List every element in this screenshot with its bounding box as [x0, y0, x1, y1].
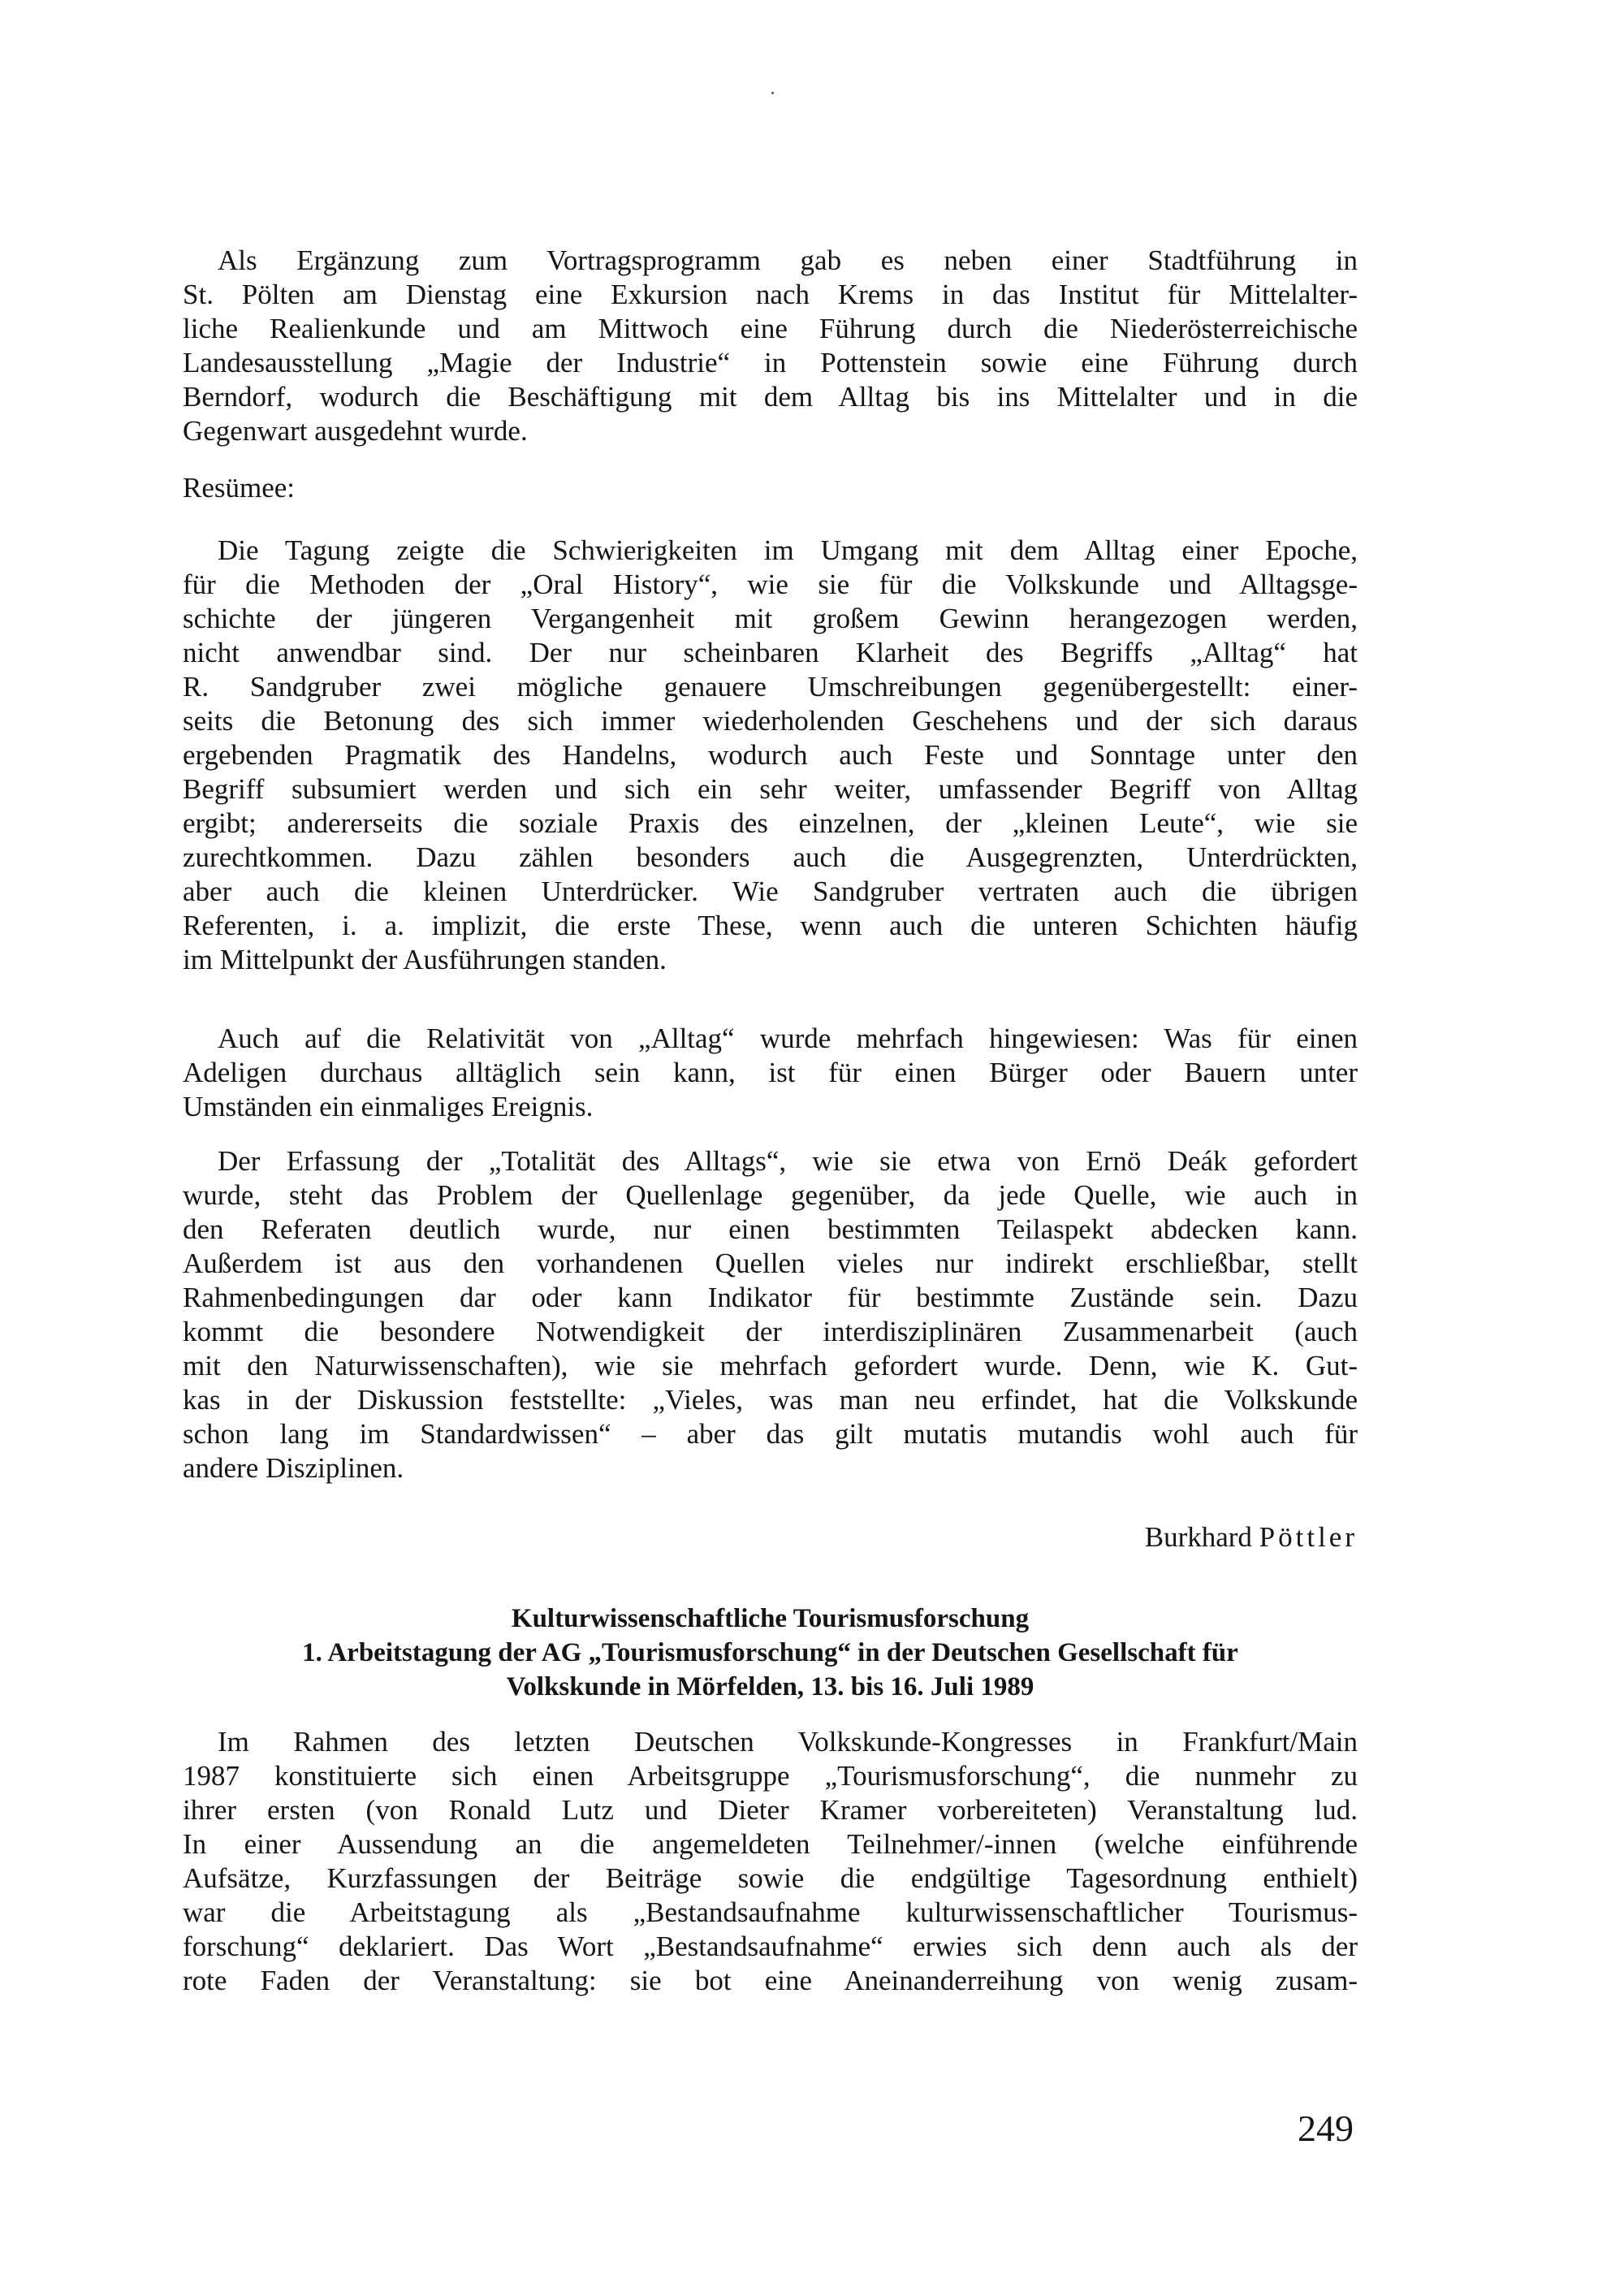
heading-subtitle-line: 1. Arbeitstagung der AG „Tourismusforschung“ in der Deutschen Gesellschaft für: [302, 1638, 1238, 1667]
text-line: Der Erfassung der „Totalität des Alltags“, wie sie etwa von Ernö Deák gefordert: [218, 1145, 1358, 1177]
section-paragraph: [183, 1725, 1358, 1998]
text-line: 1987 konstituierte sich einen Arbeitsgruppe „Tourismusforschung“, die nunmehr zu: [183, 1760, 1358, 1792]
intro-paragraph: [183, 244, 1358, 448]
totality-paragraph: [183, 1144, 1358, 1485]
text-line: Im Rahmen des letzten Deutschen Volkskunde-Kongresses in Frankfurt/Main: [218, 1726, 1358, 1758]
heading-title: Kulturwissenschaftliche Tourismusforschung: [511, 1604, 1030, 1633]
text-line: R. Sandgruber zwei mögliche genauere Umschreibungen gegenübergestellt: einer-: [183, 671, 1358, 703]
text-line: kas in der Diskussion feststellte: „Vieles, was man neu erfindet, hat die Volkskunde: [183, 1384, 1358, 1416]
section-heading: [183, 1602, 1358, 1704]
text-line: war die Arbeitstagung als „Bestandsaufnahme kulturwissenschaftlicher Tourismus-: [183, 1896, 1358, 1928]
relativity-paragraph: [183, 1022, 1358, 1124]
text-line: Landesausstellung „Magie der Industrie“ in Pottenstein sowie eine Führung durch: [183, 347, 1358, 378]
text-line: ihrer ersten (von Ronald Lutz und Dieter Kramer vorbereiteten) Veranstaltung lud.: [183, 1794, 1358, 1826]
text-line: forschung“ deklariert. Das Wort „Bestandsaufnahme“ erwies sich denn auch als der: [183, 1931, 1358, 1962]
text-line: Rahmenbedingungen dar oder kann Indikator für bestimmte Zustände sein. Dazu: [183, 1282, 1358, 1313]
resumee-paragraph: [183, 534, 1358, 977]
text-line: Die Tagung zeigte die Schwierigkeiten im Umgang mit dem Alltag einer Epoche,: [218, 534, 1358, 566]
text-line: schichte der jüngeren Vergangenheit mit großem Gewinn herangezogen werden,: [183, 603, 1358, 634]
text-line: Außerdem ist aus den vorhandenen Quellen vieles nur indirekt erschließbar, stellt: [183, 1247, 1358, 1279]
resumee-label: Resümee:: [183, 472, 296, 504]
author-signature: [1145, 1520, 1358, 1554]
text-line: Gegenwart ausgedehnt wurde.: [183, 415, 528, 447]
text-line: schon lang im Standardwissen“ – aber das gilt mutatis mutandis wohl auch für: [183, 1418, 1358, 1450]
text-line: St. Pölten am Dienstag eine Exkursion nach Krems in das Institut für Mittelalter-: [183, 279, 1358, 310]
text-line: liche Realienkunde und am Mittwoch eine Führung durch die Niederösterreichische: [183, 313, 1358, 344]
text-line: kommt die besondere Notwendigkeit der interdisziplinären Zusammenarbeit (auch: [183, 1316, 1358, 1347]
text-line: ergibt; andererseits die soziale Praxis des einzelnen, der „kleinen Leute“, wie sie: [183, 807, 1358, 839]
text-line: Umständen ein einmaliges Ereignis.: [183, 1091, 594, 1122]
scan-speck: [771, 92, 774, 94]
text-line: den Referaten deutlich wurde, nur einen bestimmten Teilaspekt abdecken kann.: [183, 1213, 1358, 1245]
text-line: seits die Betonung des sich immer wiederholenden Geschehens und der sich daraus: [183, 705, 1358, 737]
text-line: Als Ergänzung zum Vortragsprogramm gab es neben einer Stadtführung in: [218, 244, 1358, 276]
author-first-name: Burkhard: [1144, 1521, 1252, 1553]
text-line: im Mittelpunkt der Ausführungen standen.: [183, 944, 667, 975]
text-line: zurechtkommen. Dazu zählen besonders auch die Ausgegrenzten, Unterdrückten,: [183, 841, 1358, 873]
text-line: Berndorf, wodurch die Beschäftigung mit dem Alltag bis ins Mittelalter und in die: [183, 381, 1358, 413]
text-line: Referenten, i. a. implizit, die erste These, wenn auch die unteren Schichten häufig: [183, 910, 1358, 941]
text-line: wurde, steht das Problem der Quellenlage gegenüber, da jede Quelle, wie auch in: [183, 1179, 1358, 1211]
text-line: In einer Aussendung an die angemeldeten Teilnehmer/-innen (welche einführende: [183, 1828, 1358, 1860]
text-line: nicht anwendbar sind. Der nur scheinbaren Klarheit des Begriffs „Alltag“ hat: [183, 637, 1358, 668]
text-line: rote Faden der Veranstaltung: sie bot eine Aneinanderreihung von wenig zusam-: [183, 1965, 1358, 1996]
text-line: Begriff subsumiert werden und sich ein sehr weiter, umfassender Begriff von Alltag: [183, 773, 1358, 805]
author-last-name: Pöttler: [1259, 1521, 1358, 1553]
text-line: Aufsätze, Kurzfassungen der Beiträge sowie die endgültige Tagesordnung enthielt): [183, 1862, 1358, 1894]
page-number: 249: [1298, 2108, 1354, 2149]
text-line: mit den Naturwissenschaften), wie sie mehrfach gefordert wurde. Denn, wie K. Gut-: [183, 1350, 1358, 1381]
text-line: andere Disziplinen.: [183, 1452, 404, 1484]
heading-subtitle-line: Volkskunde in Mörfelden, 13. bis 16. Juli 1989: [506, 1672, 1034, 1701]
text-line: Adeligen durchaus alltäglich sein kann, ist für einen Bürger oder Bauern unter: [183, 1057, 1358, 1088]
text-line: ergebenden Pragmatik des Handelns, wodurch auch Feste und Sonntage unter den: [183, 739, 1358, 771]
text-line: Auch auf die Relativität von „Alltag“ wurde mehrfach hingewiesen: Was für einen: [218, 1023, 1358, 1054]
text-line: aber auch die kleinen Unterdrücker. Wie Sandgruber vertraten auch die übrigen: [183, 876, 1358, 907]
text-line: für die Methoden der „Oral History“, wie sie für die Volkskunde und Alltagsge-: [183, 569, 1358, 600]
